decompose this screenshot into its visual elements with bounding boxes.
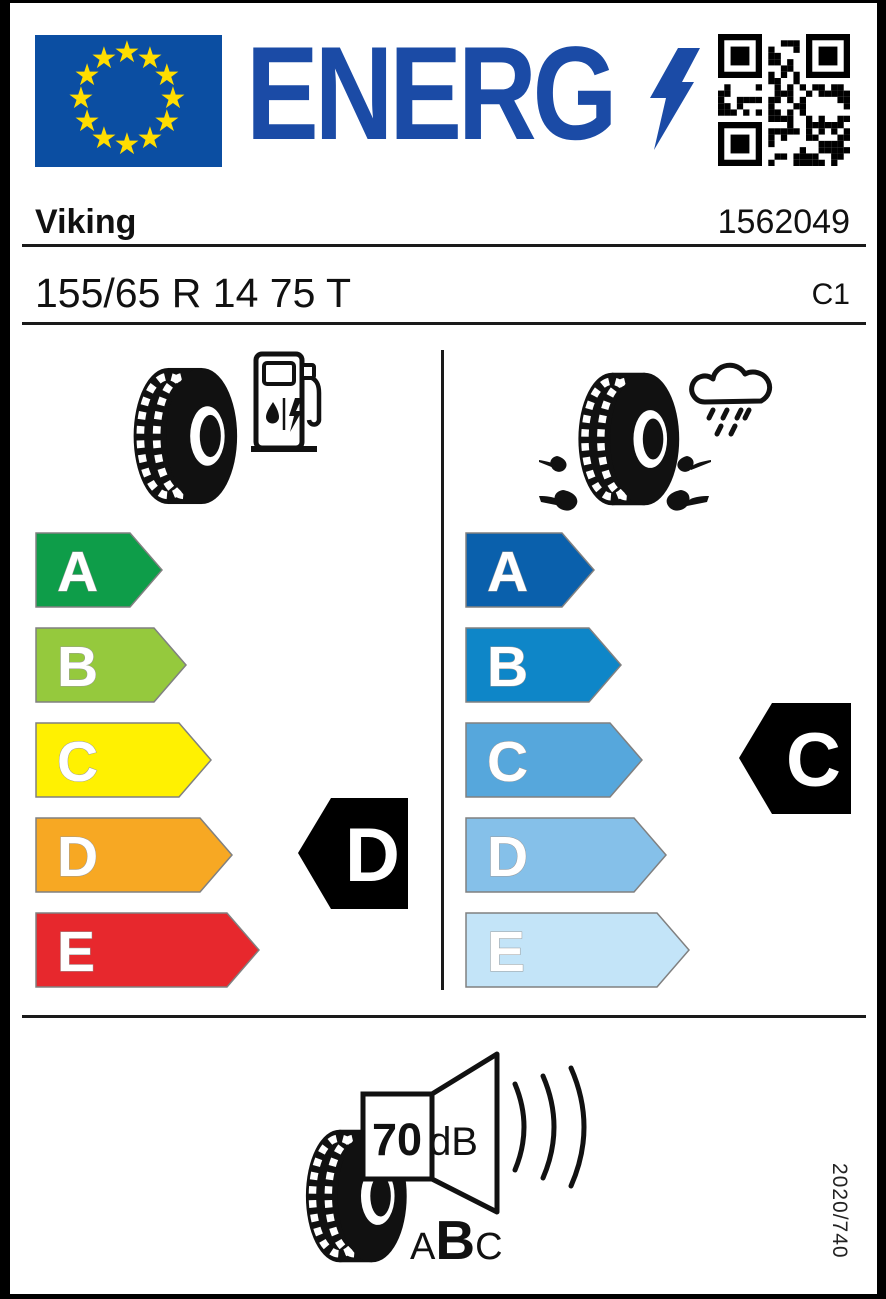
wet-grip-rating-letter: C: [786, 718, 841, 803]
sound-waves-icon: [505, 1062, 595, 1192]
noise-class-c: C: [475, 1226, 503, 1268]
noise-value-group: [372, 1114, 478, 1166]
wet-grip-scale-arrow-a: [465, 532, 595, 608]
wet-grip-scale-arrow-b: [465, 627, 622, 703]
flag-star-icon: ★: [73, 58, 101, 93]
wet-grip-scale-letter-e: E: [487, 920, 526, 984]
wet-grip-scale-letter-c: C: [487, 730, 529, 794]
regulation-number: 2020/740: [828, 1163, 851, 1259]
noise-class-b: B: [435, 1209, 476, 1271]
wet-grip-scale-letter-b: B: [487, 635, 529, 699]
fuel-rating-indicator: [297, 797, 409, 910]
flag-star-icon: ★: [136, 120, 164, 156]
fuel-scale-arrow-b: [35, 627, 187, 703]
flag-star-icon: ★: [90, 120, 118, 156]
fuel-scale-letter-a: A: [57, 540, 99, 604]
wet-grip-scale-arrow-e: [465, 912, 690, 988]
wet-grip-scale-letter-a: A: [487, 540, 529, 604]
fuel-scale-letter-e: E: [57, 920, 96, 984]
rule-above-noise: [22, 1015, 866, 1018]
wet-grip-scale-letter-d: D: [487, 825, 529, 889]
flag-star-icon: ★: [153, 58, 181, 93]
flag-star-icon: ★: [113, 127, 141, 162]
wet-grip-scale-arrow-d: [465, 817, 667, 893]
wet-grip-rating-indicator: [738, 702, 852, 815]
fuel-scale-letter-b: B: [57, 635, 99, 699]
brand-name: Viking: [35, 203, 137, 241]
tyre-class: C1: [811, 278, 850, 311]
flag-star-icon: ★: [90, 41, 118, 77]
fuel-scale-arrow-e: [35, 912, 260, 988]
size-designation: 155/65 R 14 75 T: [35, 270, 352, 316]
article-number: 1562049: [717, 203, 850, 241]
flag-star-icon: ★: [113, 35, 141, 70]
noise-class-letters: [410, 1208, 503, 1272]
fuel-rating-letter: D: [345, 813, 400, 898]
noise-class-a: A: [410, 1226, 436, 1268]
fuel-scale-arrow-d: [35, 817, 233, 893]
wet-grip-scale-arrow-c: [465, 722, 643, 798]
fuel-scale-arrow-c: [35, 722, 212, 798]
flag-star-icon: ★: [159, 81, 187, 116]
flag-star-icon: ★: [73, 104, 101, 139]
flag-star-icon: ★: [153, 104, 181, 139]
flag-star-icon: ★: [67, 81, 95, 116]
energy-wordmark: ENERG: [246, 20, 614, 168]
noise-unit: dB: [429, 1120, 478, 1164]
flag-star-icon: ★: [136, 41, 164, 77]
fuel-scale-letter-c: C: [57, 730, 99, 794]
fuel-scale-letter-d: D: [57, 825, 99, 889]
noise-value: 70: [372, 1114, 423, 1165]
fuel-scale-arrow-a: [35, 532, 163, 608]
